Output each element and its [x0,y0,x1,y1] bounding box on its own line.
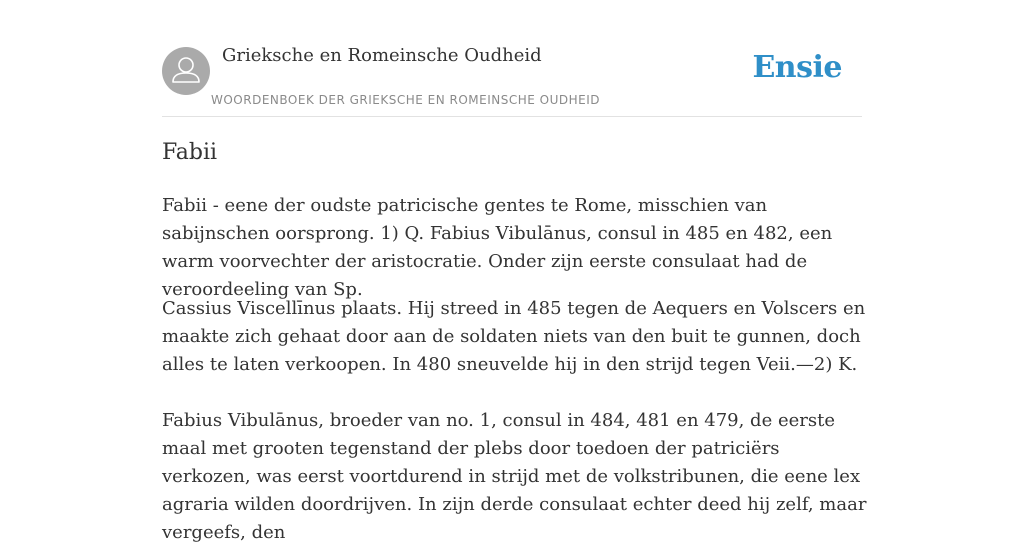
avatar[interactable] [162,47,210,95]
user-icon [162,47,210,95]
source-subtitle: WOORDENBOEK DER GRIEKSCHE EN ROMEINSCHE OUDHEID [211,93,601,107]
article-paragraph: Cassius Viscellīnus plaats. Hij streed in 485 tegen de Aequers en Volscers en maakte zich gehaat door aan de soldaten niets van den buit te gunnen, doch alles te laten verkoopen. In 480 sneuvelde hij in den strijd tegen Veii.—2) K. [162,298,866,375]
article-paragraph: Fabii - eene der oudste patricische gentes te Rome, misschien van sabijnschen oorsprong. 1) Q. Fabius Vibulānus, consul in 485 en 482, een warm voorvechter der aristocratie. Onder zijn eerste consulaat had de veroordeeling van Sp. [162,195,833,300]
header [162,0,862,117]
source-title[interactable]: Grieksche en Romeinsche Oudheid [222,45,542,66]
brand-logo-link[interactable]: Ensie [752,50,842,85]
page-container [162,0,867,543]
page-title: Fabii [162,140,218,165]
article-paragraph: Fabius Vibulānus, broeder van no. 1, consul in 484, 481 en 479, de eerste maal met grooten tegenstand der plebs door toedoen der patriciërs verkozen, was eerst voortdurend in strijd met de volkstribunen, die eene lex agraria wilden doordrijven. In zijn derde consulaat echter deed hij zelf, maar vergeefs, den [162,410,867,543]
